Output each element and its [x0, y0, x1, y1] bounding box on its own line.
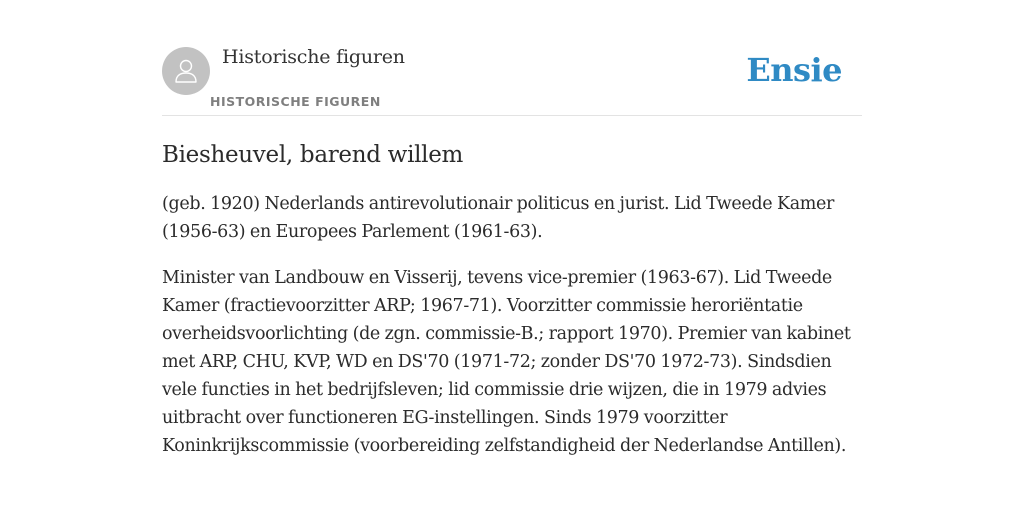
page-container [162, 0, 862, 512]
author-avatar[interactable] [162, 47, 210, 95]
author-category: HISTORISCHE FIGUREN [210, 94, 381, 109]
author-name-link[interactable]: Historische figuren [222, 46, 405, 68]
article-header [162, 0, 862, 116]
article-paragraph: (geb. 1920) Nederlands antirevolutionair politicus en jurist. Lid Tweede Kamer (1956-63) en Europees Parlement (1961-63). [162, 194, 835, 242]
ensie-logo[interactable]: Ensie [746, 51, 842, 89]
article-paragraph: Minister van Landbouw en Visserij, tevens vice-premier (1963-67). Lid Tweede Kamer (fractievoorzitter ARP; 1967-71). Voorzitter commissie heroriëntatie overheidsvoorlichting (de zgn. commissie-B.; rapport 1970). Premier van kabinet met ARP, CHU, KVP, WD en DS'70 (1971-72; zonder DS'70 1972-73). Sindsdien vele functies in het bedrijfsleven; lid commissie drie wijzen, die in 1979 advies uitbracht over functioneren EG-instellingen. Sinds 1979 voorzitter Koninkrijkscommissie (voorbereiding zelfstandigheid der Nederlandse Antillen). [162, 268, 851, 456]
article-title: Biesheuvel, barend willem [162, 142, 464, 168]
user-avatar-icon [171, 56, 201, 86]
article-body [162, 190, 862, 460]
